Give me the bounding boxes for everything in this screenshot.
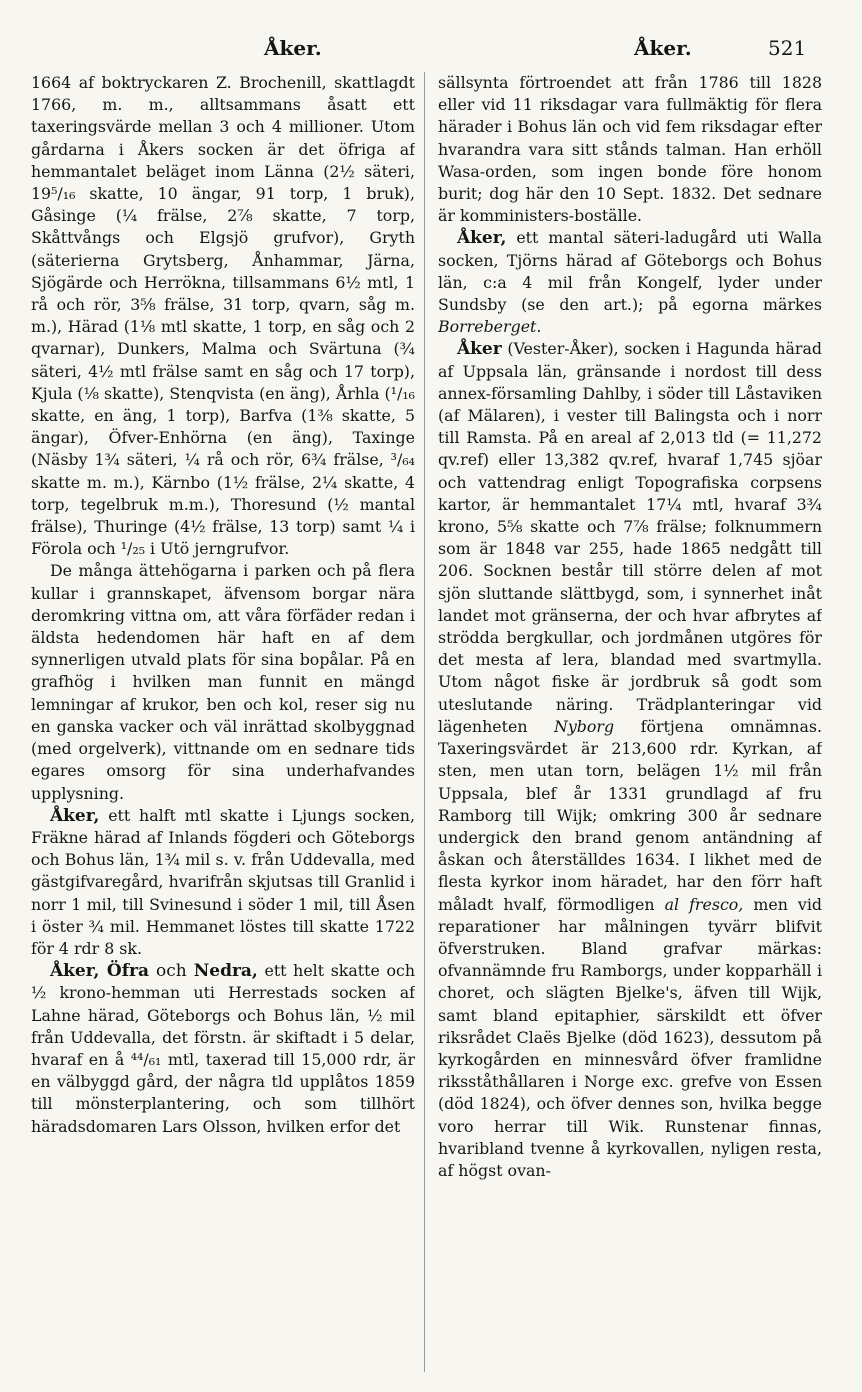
page-header xyxy=(0,36,862,72)
entry-italic-place: Borreberget. xyxy=(438,317,542,337)
column-divider xyxy=(424,72,425,1372)
entry-italic-nyborg: Nyborg xyxy=(554,716,615,736)
running-head-right: Åker. xyxy=(634,36,692,60)
entry-text: ett helt skatte och ½ krono-hemman uti Herrestads socken af Lahne härad, Göteborgs och Bohus län, ½ mil från Uddevalla, det förstn. är skiftadt i 5 delar, hvaraf en å ⁴⁴/₆₁ mtl, taxerad till 15,000 rdr, är en välbyggd gård, der några tld upplåtos 1859 till mönsterplantering, och som tillhört häradsdomaren Lars Olsson, hvilken erfor det xyxy=(31,961,415,1136)
paragraph-ancient-monuments: De många ättehögarna i parken och på flera kullar i grannskapet, äfvensom borgar nära deromkring vittna om, att våra förfäder redan i äldsta hedendomen här haft en af dem synnerligen utvald plats för sina bopålar. På en grafhög i hvilken man funnit en mängd lemningar af krukor, ben och kol, reser sig nu en ganska vacker och väl inrättad skolbyggnad (med orgelverk), vittnande om en sednare tids egares omsorg för sina underhafvandes upplysning. xyxy=(31,561,415,803)
entry-headword: Åker, xyxy=(456,228,507,249)
paragraph-continued: sällsynta förtroendet att från 1786 till 1828 eller vid 11 riksdagar vara fullmäktig för flera härader i Bohus län och vid fem riksdagar efter hvarandra vara sitt stånds talman. Han erhöll Wasa-orden, som ingen bonde före honom burit; dog här den 10 Sept. 1832. Det sednare är komministers-boställe. xyxy=(438,73,822,226)
entry-text: ett mantal säteri-ladugård uti Walla socken, Tjörns härad af Göteborgs och Bohus län, c:a 4 mil från Kongelf, lyder under Sundsby (se den art.); på egorna märkes xyxy=(438,228,822,315)
entry-headword-2: Nedra, xyxy=(193,961,258,982)
entry-aker-ofra-nedra xyxy=(31,960,415,1138)
entry-headword: Åker, Öfra xyxy=(49,961,149,982)
entry-italic-fresco: al fresco, xyxy=(664,894,744,914)
paragraph-continued: 1664 af boktryckaren Z. Brochenill, skattlagdt 1766, m. m., alltsammans åsatt ett taxeringsvärde mellan 3 och 4 millioner. Utom gårdarna i Åkers socken är det öfriga af hemmantalet beläget inom Länna (2½ säteri, 19⁵/₁₆ skatte, 10 ängar, 91 torp, 1 bruk), Gåsinge (¼ frälse, 2⅞ skatte, 7 torp, Skåttvångs och Elgsjö grufvor), Gryth (säterierna Grytsberg, Ånhammar, Järna, Sjögärde och Herrökna, tillsammans 6½ mtl, 1 rå och rör, 3⅝ frälse, 31 torp, qvarn, såg m. m.), Härad (1⅛ mtl skatte, 1 torp, en såg och 2 qvarnar), Dunkers, Malma och Svärtuna (¾ säteri, 4½ mtl frälse samt en såg och 17 torp), Kjula (⅛ skatte), Stenqvista (en äng), Århla (¹/₁₆ skatte, en äng, 1 torp), Barfva (1⅜ skatte, 5 ängar), Öfver-Enhörna (en äng), Taxinge (Näsby 1¾ säteri, ¼ rå och rör, 6¾ frälse, ³/₆₄ skatte m. m.), Kärnbo (1½ frälse, 2¼ skatte, 4 torp, tegelbruk m.m.), Thoresund (½ mantal frälse), Thuringe (4½ frälse, 13 torp) samt ¼ i Förola och ¹/₂₅ i Utö jerngrufvor. xyxy=(31,73,415,559)
entry-aker-ljung xyxy=(31,805,415,960)
running-head-left: Åker. xyxy=(264,36,322,60)
page-number: 521 xyxy=(768,36,807,60)
entry-aker-vester xyxy=(438,338,822,1182)
entry-conjunction: och xyxy=(149,961,194,982)
entry-text: (Vester-Åker), socken i Hagunda härad af Uppsala län, gränsande i nordost till dess annex-församling Dahlby, i söder till Låstaviken (af Mälaren), i vester till Balingsta och i norr till Ramsta. På en areal af 2,013 tld (= 11,272 qv.ref) eller 13,382 qv.ref, hvaraf 1,745 sjöar och vattendrag enligt Topografiska corpsens kartor, är hemmantalet 17¼ mtl, hvaraf 3¾ krono, 5⅝ skatte och 7⅞ frälse; folknummern som är 1848 var 255, hade 1865 nedgått till 206. Socknen består till större delen af mot sjön sluttande slättbygd, som, i synnerhet inåt landet mot gränserna, der och hvar afbrytes af strödda bergkullar, och jordmånen utgöres för det mesta af lera, blandad med svartmylla. Utom något fiske är jordbruk så godt som uteslutande näring. Trädplanteringar vid lägenheten xyxy=(438,339,822,736)
entry-headword: Åker, xyxy=(49,805,100,826)
entry-text-2: förtjena omnämnas. Taxeringsvärdet är 213,600 rdr. Kyrkan, af sten, men utan torn, belägen 1½ mil från Uppsala, blef år 1331 grundlagd af fru Ramborg till Wijk; omkring 300 år sednare undergick den brand genom antändning af åskan och återställdes 1634. I likhet med de flesta kyrkor inom häradet, har den förr haft måladt hvalf, förmodligen xyxy=(438,716,822,914)
right-column xyxy=(438,72,822,1372)
left-column xyxy=(31,72,415,1372)
entry-aker-walla xyxy=(438,227,822,338)
entry-text-3: men vid reparationer har målningen tyvärr blifvit öfverstruken. Bland grafvar märkas: ofvannämnde fru Ramborgs, under kopparhäll i choret, och slägten Bjelke's, äfven till Wijk, samt bland epitaphier, särskildt ett öfver riksrådet Claës Bjelke (död 1623), dessutom på kyrkogården en minnesvård öfver framlidne riksståthållaren i Norge exc. grefve von Essen (död 1824), och öfver dennes son, hvilka begge voro herrar till Wik. Runstenar finnas, hvaribland tvenne å kyrkovallen, nyligen resta, af högst ovan- xyxy=(438,894,822,1180)
entry-text: ett halft mtl skatte i Ljungs socken, Fräkne härad af Inlands fögderi och Göteborgs och Bohus län, 1¾ mil s. v. från Uddevalla, med gästgifvaregård, hvarifrån skjutsas till Granlid i norr 1 mil, till Svinesund i söder 1 mil, till Åsen i öster ¾ mil. Hemmanet löstes till skatte 1722 för 4 rdr 8 sk. xyxy=(31,805,415,958)
entry-headword: Åker xyxy=(456,339,502,360)
